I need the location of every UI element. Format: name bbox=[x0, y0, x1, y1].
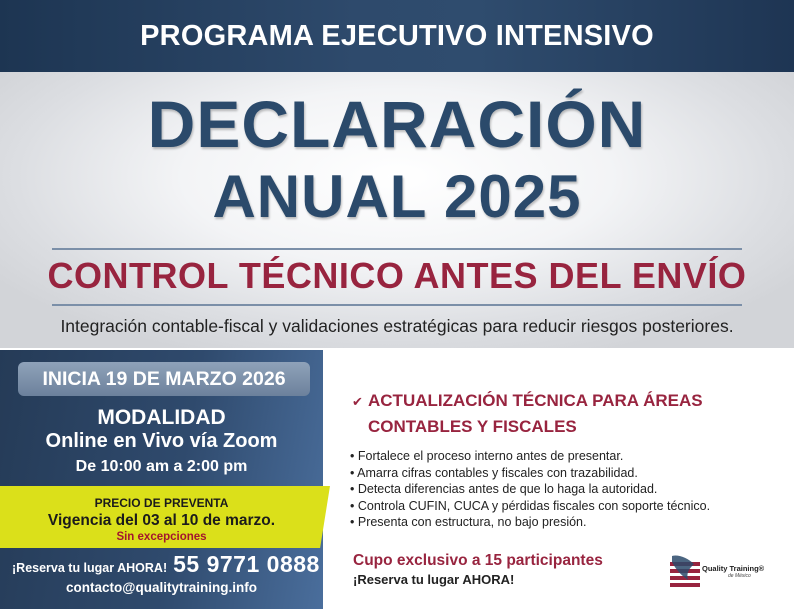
start-date-text: INICIA 19 DE MARZO 2026 bbox=[42, 367, 286, 390]
reserve-text: ¡Reserva tu lugar AHORA! bbox=[12, 561, 168, 575]
reserve-cta: ¡Reserva tu lugar AHORA! bbox=[353, 572, 515, 587]
reserve-contact bbox=[12, 551, 320, 578]
list-item: • Detecta diferencias antes de que lo haga la autoridad. bbox=[350, 481, 780, 498]
main-title-line1: DECLARACIÓN bbox=[147, 87, 647, 161]
main-title-line2: ANUAL 2025 bbox=[212, 163, 582, 230]
list-item: • Controla CUFIN, CUCA y pérdidas fiscales con soporte técnico. bbox=[350, 498, 780, 515]
divider-top bbox=[52, 248, 742, 250]
topic-title bbox=[352, 388, 772, 439]
program-title: PROGRAMA EJECUTIVO INTENSIVO bbox=[140, 19, 654, 52]
presale-note: Sin excepciones bbox=[116, 531, 207, 543]
check-icon: ✔ bbox=[352, 394, 363, 409]
program-banner bbox=[0, 0, 794, 72]
schedule: De 10:00 am a 2:00 pm bbox=[75, 458, 248, 475]
start-date-badge bbox=[18, 362, 310, 396]
presale-title: PRECIO DE PREVENTA bbox=[94, 496, 229, 510]
list-item: • Fortalece el proceso interno antes de presentar. bbox=[350, 448, 780, 465]
topic-title-line2: CONTABLES Y FISCALES bbox=[368, 417, 577, 436]
capacity-note: Cupo exclusivo a 15 participantes bbox=[353, 552, 603, 569]
topic-title-line1: ACTUALIZACIÓN TÉCNICA PARA ÁREAS bbox=[368, 391, 703, 410]
divider-bottom bbox=[52, 304, 742, 306]
presale-validity: Vigencia del 03 al 10 de marzo. bbox=[47, 512, 276, 529]
contact-email[interactable]: contacto@qualitytraining.info bbox=[66, 580, 257, 595]
subtitle: CONTROL TÉCNICO ANTES DEL ENVÍO bbox=[47, 255, 747, 296]
tagline: Integración contable-fiscal y validaciones estratégicas para reducir riesgos posteriores. bbox=[60, 316, 734, 336]
modality-label: MODALIDAD bbox=[97, 406, 226, 429]
logo-tag: de México bbox=[728, 573, 751, 579]
list-item: • Amarra cifras contables y fiscales con trazabilidad. bbox=[350, 465, 780, 482]
phone-number[interactable]: 55 9771 0888 bbox=[173, 551, 320, 577]
logo-name: Quality Training® bbox=[702, 564, 765, 573]
list-item: • Presenta con estructura, no bajo presión. bbox=[350, 514, 780, 531]
logo-mark-icon bbox=[670, 555, 700, 587]
modality-value: Online en Vivo vía Zoom bbox=[45, 430, 278, 452]
benefits-list bbox=[350, 448, 780, 531]
